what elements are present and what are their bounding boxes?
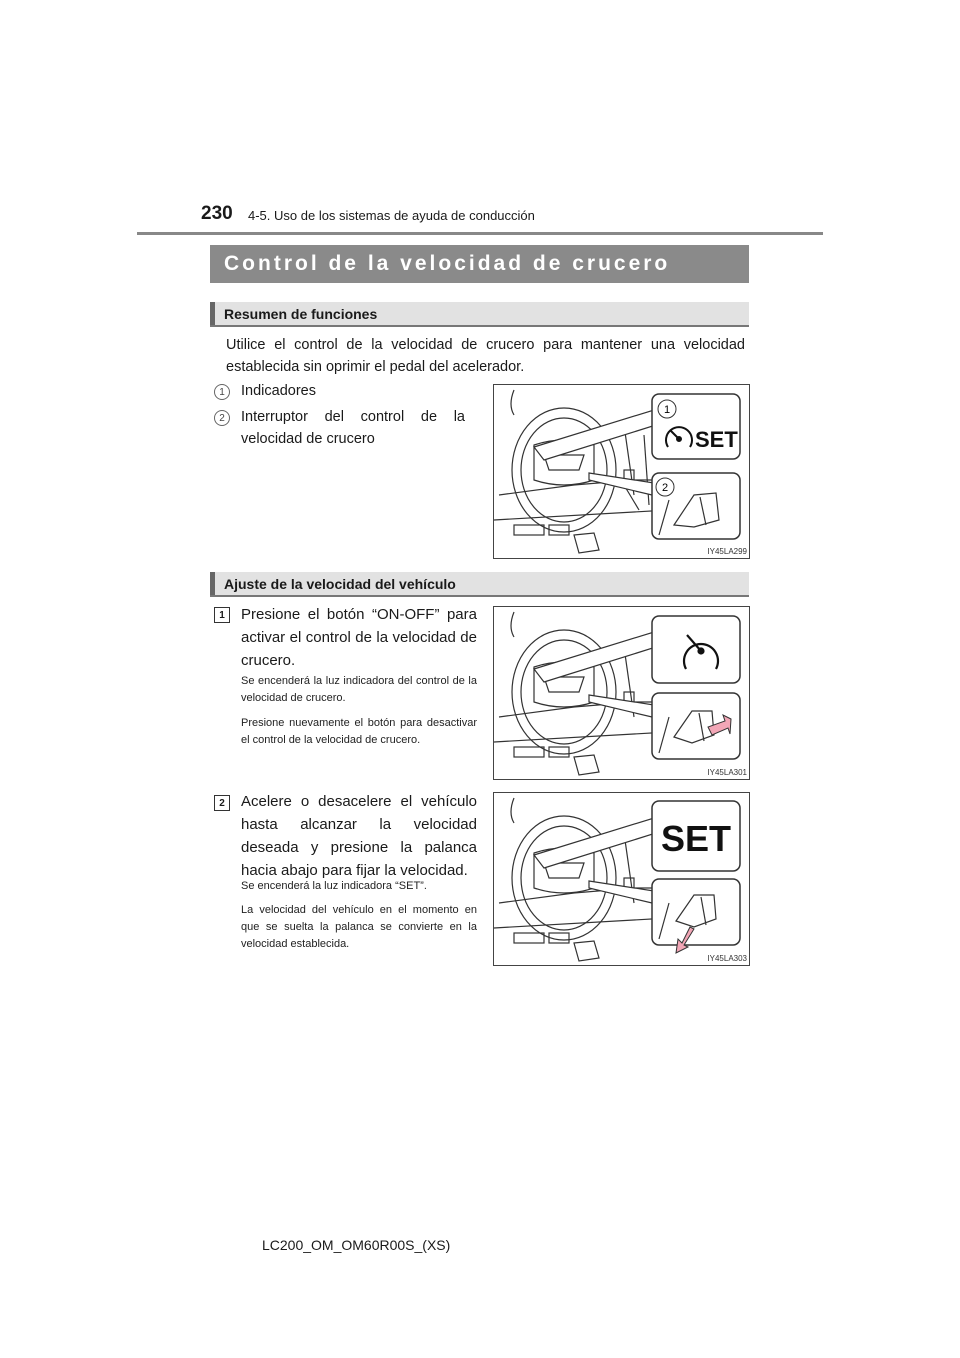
figure-cockpit-overview — [493, 384, 750, 559]
page-number: 230 — [201, 203, 233, 224]
step-marker-1: 1 — [214, 607, 230, 623]
subhead-summary-text: Resumen de funciones — [224, 305, 378, 322]
footer-doc-code: LC200_OM_OM60R00S_(XS) — [262, 1237, 451, 1253]
item-marker-2: 2 — [214, 410, 230, 426]
switch-callout-box — [652, 879, 740, 945]
item-text-switch: Interruptor del control de la velocidad de crucero — [241, 409, 465, 447]
callout-number-1: 1 — [663, 404, 671, 416]
subhead-summary — [210, 302, 749, 327]
section-title — [210, 245, 749, 283]
callout-number-2: 2 — [661, 482, 669, 494]
step-2-note-2: La velocidad del vehículo en el momento en que se suelta la palanca se convierte en la velocidad establecida. — [241, 904, 477, 950]
header-rule — [137, 232, 823, 235]
callout-leaders — [534, 410, 656, 495]
callout-leaders — [534, 632, 656, 717]
running-head: 4-5. Uso de los sistemas de ayuda de conducción — [248, 208, 535, 223]
summary-intro: Utilice el control de la velocidad de crucero para mantener una velocidad establecida sin oprimir el pedal del acelerador. — [226, 337, 745, 375]
item-marker-1: 1 — [214, 384, 230, 400]
figure-on-off-button — [493, 606, 750, 780]
step-1-note-1: Se encenderá la luz indicadora del control de la velocidad de crucero. — [241, 675, 477, 704]
indicator-callout-box — [652, 616, 740, 683]
step-text-2: Acelere o desacelere el vehículo hasta alcanzar la velocidad deseada y presione la palanca hacia abajo para fijar la velocidad. — [241, 793, 477, 879]
figure-code: IY45LA303 — [707, 954, 747, 963]
figure-code: IY45LA301 — [707, 768, 747, 777]
step-2-note-1: Se encenderá la luz indicadora “SET”. — [241, 880, 427, 892]
figure-set-lever — [493, 792, 750, 966]
step-1-note-2: Presione nuevamente el botón para desactivar el control de la velocidad de crucero. — [241, 717, 477, 746]
section-title-text: Control de la velocidad de crucero — [224, 252, 671, 275]
set-indicator-label: SET — [695, 427, 738, 452]
item-text-indicators: Indicadores — [241, 383, 316, 399]
set-indicator-label: SET — [660, 818, 732, 859]
subhead-bar — [210, 572, 215, 595]
subhead-bar — [210, 302, 215, 325]
figure-code: IY45LA299 — [707, 547, 747, 556]
step-marker-2: 2 — [214, 795, 230, 811]
subhead-setting — [210, 572, 749, 597]
step-text-1: Presione el botón “ON-OFF” para activar el control de la velocidad de crucero. — [241, 606, 477, 669]
callout-leaders — [534, 818, 656, 903]
subhead-setting-text: Ajuste de la velocidad del vehículo — [224, 575, 456, 592]
